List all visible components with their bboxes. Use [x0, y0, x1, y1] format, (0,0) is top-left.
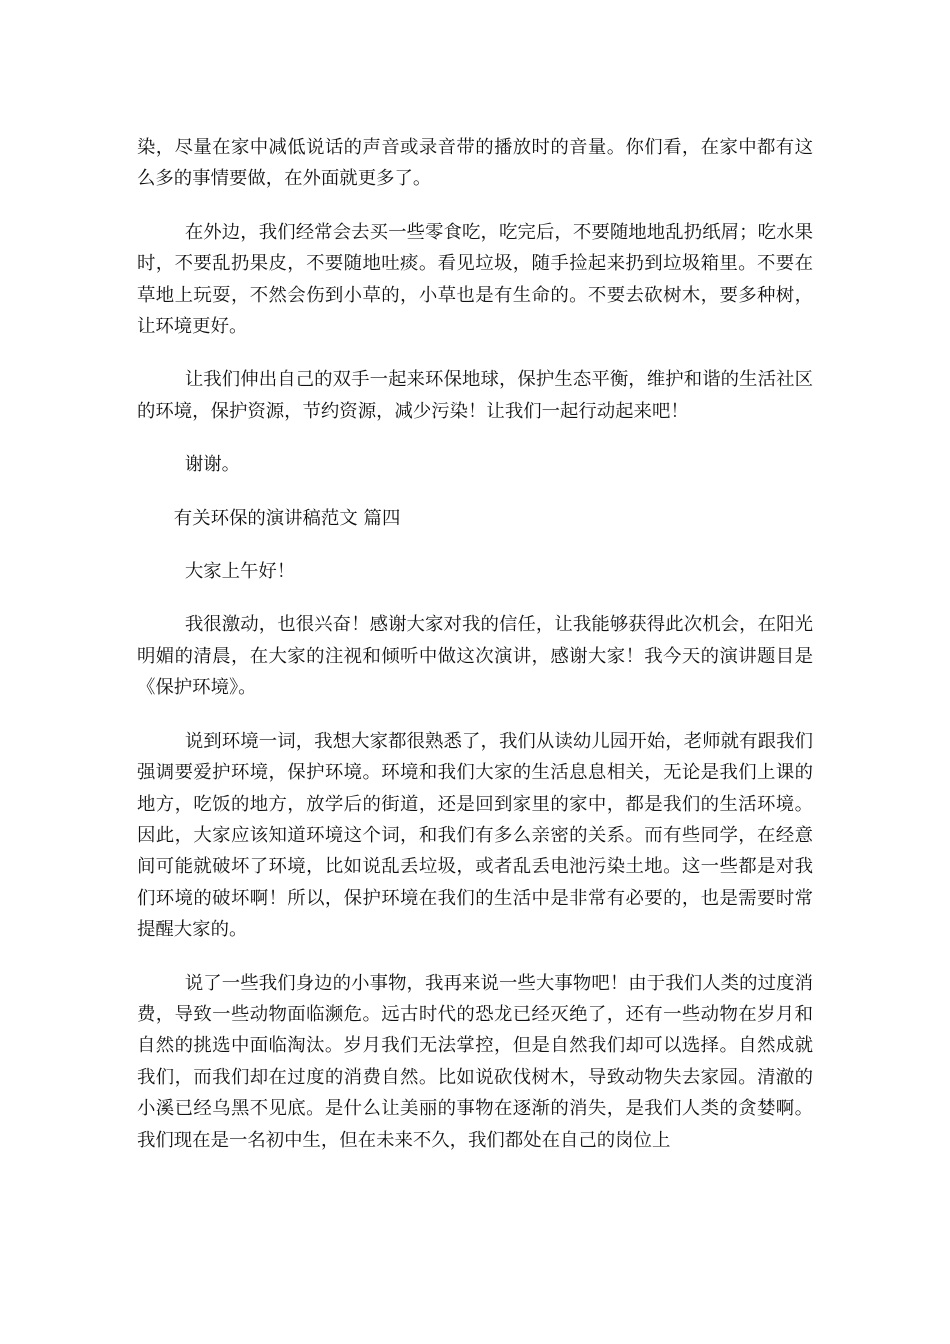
paragraph-continuation: 染，尽量在家中减低说话的声音或录音带的播放时的音量。你们看，在家中都有这么多的事情要做，在外面就更多了。 — [137, 137, 813, 190]
paragraph-big-things: 说了一些我们身边的小事物，我再来说一些大事物吧！由于我们人类的过度消费，导致一些动物面临濒危。远古时代的恐龙已经灭绝了，还有一些动物在岁月和自然的挑选中面临淘汰。岁月我们无法掌控，但是自然我们却可以选择。自然成就我们，而我们却在过度的消费自然。比如说砍伐树木，导致动物失去家园。清澈的小溪已经乌黑不见底。是什么让美丽的事物在逐渐的消失，是我们人类的贪婪啊。我们现在是一名初中生，但在未来不久，我们都处在自己的岗位上 — [137, 972, 813, 1151]
section-heading: 有关环保的演讲稿范文 篇四 — [173, 507, 401, 529]
paragraph-environment: 说到环境一词，我想大家都很熟悉了，我们从读幼儿园开始，老师就有跟我们强调要爱护环境，保护环境。环境和我们大家的生活息息相关，无论是我们上课的地方，吃饭的地方，放学后的街道，还是回到家里的家中，都是我们的生活环境。因此，大家应该知道环境这个词，和我们有多么亲密的关系。而有些同学，在经意间可能就破坏了环境，比如说乱丢垃圾，或者乱丢电池污染土地。这一些都是对我们环境的破坏啊！所以，保护环境在我们的生活中是非常有必要的，也是需要时常提醒大家的。 — [137, 730, 813, 941]
paragraph-greeting: 大家上午好！ — [184, 561, 296, 583]
paragraph-call-to-action: 让我们伸出自己的双手一起来环保地球，保护生态平衡，维护和谐的生活社区的环境，保护资源，节约资源，减少污染！让我们一起行动起来吧！ — [137, 369, 813, 422]
document-body — [137, 132, 813, 1178]
paragraph-outside-behavior: 在外边，我们经常会去买一些零食吃，吃完后，不要随地地乱扔纸屑；吃水果时，不要乱扔果皮，不要随地吐痰。看见垃圾，随手捡起来扔到垃圾箱里。不要在草地上玩耍，不然会伤到小草的，小草也是有生命的。不要去砍树木，要多种树，让环境更好。 — [137, 221, 813, 338]
paragraph-introduction: 我很激动，也很兴奋！感谢大家对我的信任，让我能够获得此次机会，在阳光明媚的清晨，在大家的注视和倾听中做这次演讲，感谢大家！我今天的演讲题目是《保护环境》。 — [137, 614, 813, 699]
paragraph-thanks: 谢谢。 — [184, 454, 241, 476]
